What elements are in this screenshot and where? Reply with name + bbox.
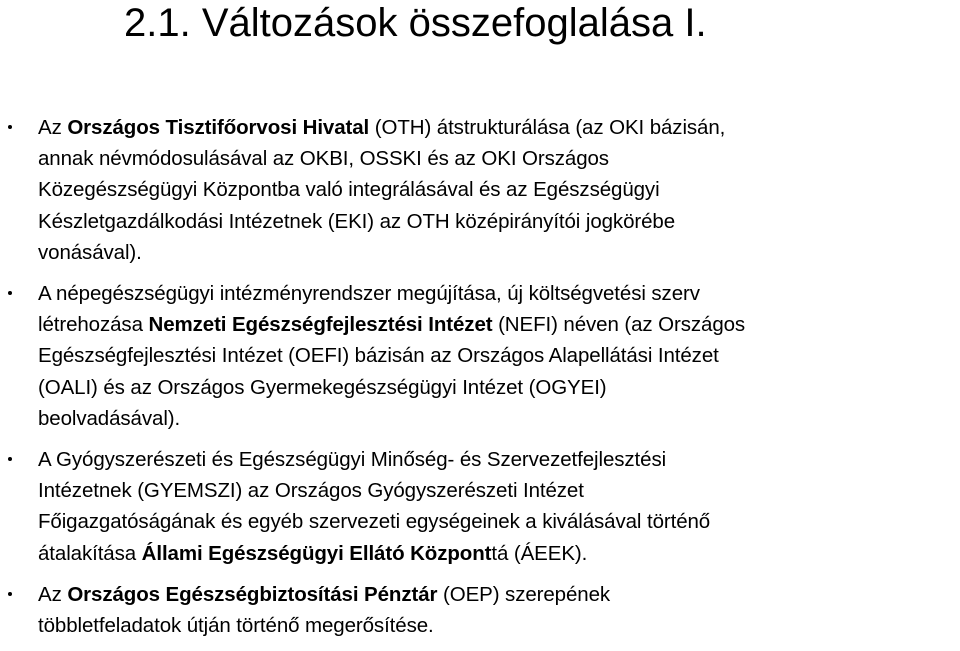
bullet-line — [38, 278, 956, 309]
text: A Gyógyszerészeti és Egészségügyi Minőség- és Szervezetfejlesztési — [38, 448, 667, 472]
bullet-line — [38, 372, 956, 403]
bullet-item — [0, 579, 960, 641]
bullet-line — [38, 237, 956, 268]
text: Intézetnek (GYEMSZI) az Országos Gyógyszerészeti Intézet — [38, 479, 584, 503]
bullet-line — [38, 579, 956, 610]
text: (OEP) szerepének — [437, 582, 611, 606]
bullet-line — [38, 610, 956, 641]
bullet-line — [38, 444, 956, 475]
text: tá (ÁEEK). — [491, 541, 588, 565]
bullet-line — [38, 403, 956, 434]
bullet-line — [38, 206, 956, 237]
text: (OTH) átstrukturálása (az OKI bázisán, — [369, 116, 726, 139]
text: Közegészségügyi Központba való integrálásával és az Egészségügyi — [38, 178, 660, 202]
bullet-line — [38, 143, 956, 174]
bullet-item — [0, 444, 960, 569]
bullet-item — [0, 112, 960, 268]
text: (NEFI) néven (az Országos — [492, 313, 746, 337]
text: többletfeladatok útján történő megerősítése. — [38, 614, 434, 638]
bullet-line — [38, 174, 956, 205]
text: A népegészségügyi intézményrendszer megújítása, új költségvetési szerv — [38, 282, 700, 306]
bullet-dot-icon — [8, 125, 12, 129]
text: beolvadásával). — [38, 406, 181, 430]
bold-text: Nemzeti Egészségfejlesztési Intézet — [148, 313, 493, 337]
text: átalakítása — [38, 541, 142, 565]
bullet-line — [38, 309, 956, 340]
bullet-line — [38, 506, 956, 537]
bold-text: Országos Tisztifőorvosi Hivatal — [67, 116, 370, 139]
bullet-line — [38, 475, 956, 506]
text: létrehozása — [38, 313, 149, 337]
text: Készletgazdálkodási Intézetnek (EKI) az OTH középirányítói jogkörébe — [38, 209, 675, 233]
bullet-line — [38, 112, 956, 143]
bullet-item — [0, 278, 960, 434]
bullet-list — [0, 112, 960, 651]
text: Főigazgatóságának és egyéb szervezeti egységeinek a kiválásával történő — [38, 510, 711, 534]
bold-text: Országos Egészségbiztosítási Pénztár — [67, 582, 438, 606]
text: Az — [38, 116, 68, 139]
text: vonásával). — [38, 240, 142, 264]
text: annak névmódosulásával az OKBI, OSSKI és az OKI Országos — [38, 147, 609, 171]
slide-title: 2.1. Változások összefoglalása I. — [124, 1, 707, 45]
bullet-dot-icon — [8, 291, 12, 295]
bullet-line — [38, 340, 956, 371]
bullet-dot-icon — [8, 457, 12, 461]
bullet-line — [38, 538, 956, 569]
text: Az — [38, 582, 68, 606]
bullet-dot-icon — [8, 592, 12, 596]
text: Egészségfejlesztési Intézet (OEFI) bázisán az Országos Alapellátási Intézet — [38, 344, 719, 368]
text: (OALI) és az Országos Gyermekegészségügyi Intézet (OGYEI) — [38, 375, 607, 399]
bold-text: Állami Egészségügyi Ellátó Központ — [141, 541, 492, 565]
